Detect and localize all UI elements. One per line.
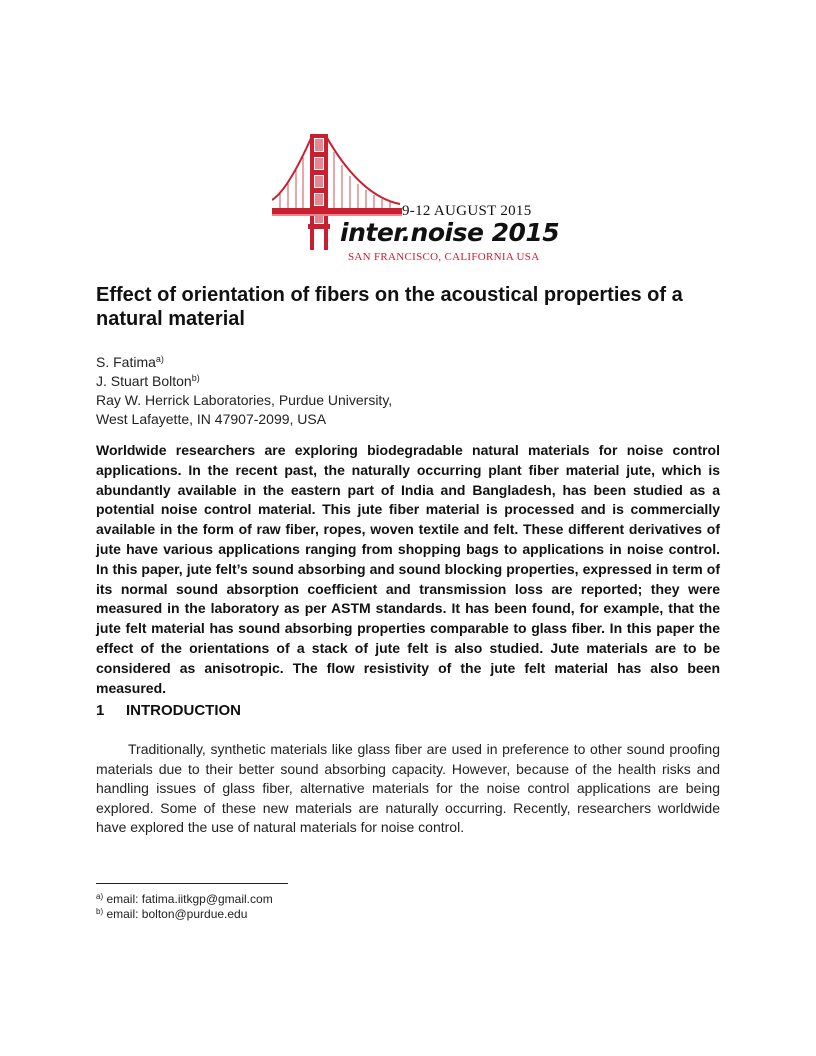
introduction-paragraph: Traditionally, synthetic materials like glass fiber are used in preference to other sound proofing materials due to their better sound absorbing capacity. However, because of the health risks and handling issues of glass fiber, alternative materials for the noise control applications are being explored. Some of these new materials are naturally occurring. Recently, researchers worldwide have explored the use of natural materials for noise control.: [96, 741, 720, 836]
conference-brand: inter.noise 2015: [340, 218, 560, 247]
abstract: Worldwide researchers are exploring biodegradable natural materials for noise control applications. In the recent past, the naturally occurring plant fiber material jute, which is abundantly available in the eastern part of India and Bangladesh, has been studied as a potential noise control material. This jute fiber material is processed and is commercially available in the form of raw fiber, ropes, woven textile and felt. These different derivatives of jute have various applications ranging from shopping bags to applications in noise control. In this paper, jute felt’s sound absorbing and sound blocking properties, expressed in term of its normal sound absorption coefficient and transmission loss are reported; they were measured in the laboratory as per ASTM standards. It has been found, for example, that the jute felt material has sound absorbing properties comparable to glass fiber. In this paper the effect of the orientations of a stack of jute felt is also studied. Jute materials are to be considered as anisotropic. The flow resistivity of the jute felt material has also been measured.: [96, 442, 720, 696]
affiliation-line: Ray W. Herrick Laboratories, Purdue University,: [96, 392, 393, 408]
footnote-text: email: fatima.iitkgp@gmail.com: [103, 892, 273, 906]
author-footnote-mark: b): [191, 373, 200, 383]
section-heading: [96, 702, 241, 719]
author-line: [96, 353, 716, 372]
author-footnote-mark: a): [155, 354, 164, 364]
footnote: [96, 892, 273, 907]
section-number: 1: [96, 702, 105, 719]
author-block: [96, 353, 716, 429]
footnote-divider: [96, 883, 288, 884]
conference-date: 9-12 AUGUST 2015: [402, 203, 532, 219]
conference-logo: [272, 130, 560, 268]
footnote-mark: a): [96, 892, 104, 901]
affiliation-line: West Lafayette, IN 47907-2099, USA: [96, 411, 327, 427]
footnotes: [96, 892, 273, 922]
author-line: [96, 372, 716, 391]
author-name: J. Stuart Bolton: [96, 373, 192, 389]
footnote: [96, 907, 273, 922]
footnote-text: email: bolton@purdue.edu: [103, 907, 248, 921]
paper-title: Effect of orientation of fibers on the acoustical properties of a natural material: [96, 284, 683, 330]
conference-location: SAN FRANCISCO, CALIFORNIA USA: [348, 251, 540, 263]
author-name: S. Fatima: [96, 354, 156, 370]
footnote-mark: b): [96, 907, 104, 916]
section-title: INTRODUCTION: [126, 702, 241, 719]
golden-gate-bridge-icon: [272, 130, 552, 268]
